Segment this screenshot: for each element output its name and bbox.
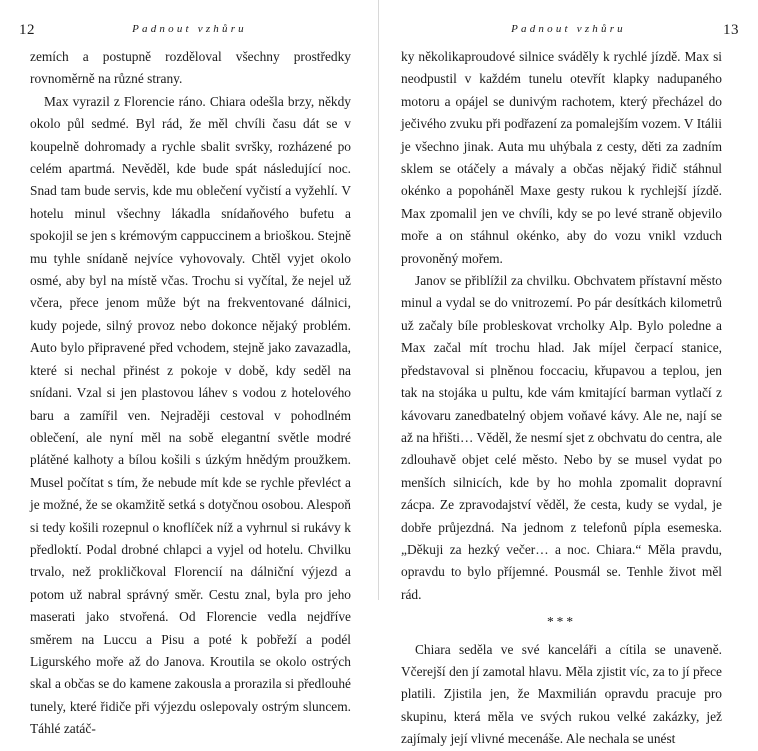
paragraph: Chiara seděla ve své kanceláři a cítila se unaveně. Včerejší den jí zamotal hlavu. Měla zjistit víc, za to jí přece platili. Zjistila jen, že Maxmilián opravdu pracuje pro skupinu, která měla ve svých rukou velké zakázky, jež zajímaly její vlivné mecenáše. Ale nechala se unést xyxy=(401,641,722,747)
paragraph: ky několikaproudové silnice sváděly k rychlé jízdě. Max si neodpustil v každém tunelu otevřít klapky nadupaného motoru a opájel se dunivým rachotem, který přecházel do ječivého zvuku při podřazení za pomalejším vozem. V Itálii je všechno jinak. Auta mu uhýbala z cesty, děti za zadním sklem se otáčely a mávaly a občas nějaký řidič stáhnul okénko a popoháněl Maxe gesty rukou k rychlejší jízdě. Max zpomalil jen ve chvíli, kdy se po levé straně objevilo moře a on stáhnul okénko, aby do vozu vnikl vzduch provoněný mořem. xyxy=(401,49,722,266)
left-page xyxy=(0,0,379,737)
paragraph: zemích a postupně rozděloval všechny prostředky rovnoměrně na různé strany. xyxy=(30,49,351,87)
running-head: Padnout vzhůru xyxy=(132,23,247,35)
running-head: Padnout vzhůru xyxy=(511,23,626,35)
section-separator: *** xyxy=(546,614,577,630)
page-body xyxy=(401,46,722,751)
paragraph: Max vyrazil z Florencie ráno. Chiara odešla brzy, někdy okolo půl sedmé. Byl rád, že měl chvíli času dát se v koupelně dohromady a rychle sbalit svršky, rozházené po celém apartmá. Nevěděl, kde bude spát následující noc. Snad tam bude servis, kde mu oblečení vyčistí a vyžehlí. V hotelu minul všechny lákadla snídaňového bufetu a spokojil se jen s krémovým cappuccinem a brioškou. Stejně mu tyhle snídaně nejvíce vyhovovaly. Chtěl vyjet okolo osmé, aby byl na místě včas. Trochu si vyčítal, že nejel už včera, přece jenom může být na frekventované dálnici, kudy pojede, silný provoz nebo dokonce nějaký problém. Auto bylo připravené před vchodem, stejně jako zavazadla, které si nechal přinést z pokoje v době, kdy seděl na snídani. Vzal si jen plastovou láhev s vodou z hotelového baru a zamířil ven. Nejraději cestoval v pohodlném oblečení, ale nyní měl na sobě elegantní světle modré plátěné kalhoty a bílou košili s úzkým hnědým proužkem. Musel počítat s tím, že nebude mít kde se rychle převléct a je možné, že se okamžitě setká s dotyčnou osobou. Alespoň si tedy košili rozepnul o knoflíček níž a vyhrnul si rukávy k předloktí. Podal drobné chlapci a vyjel od hotelu. Chvilku trvalo, než prokličkoval Florencií na dálniční výjezd a potom už nabral správný směr. Cestu znal, byla pro jeho maserati jako stvořená. Od Florencie vedla nejdříve směrem na Luccu a Pisu a poté k pobřeží a podél Ligurského moře až do Janova. Kroutila se okolo ostrých skal a občas se do kamene zakousla a prorazila si předlouhé tunely, které řidiče při výjezdu oslepovaly ostrým sluncem. Táhlé zatáč- xyxy=(30,93,351,737)
paragraph: Janov se přiblížil za chvilku. Obchvatem přístavní město minul a vydal se do vnitrozemí. Po pár desítkách kilometrů už začaly bíle probleskovat vrcholky Alp. Bylo poledne a Max začal mít trochu hlad. Jak míjel čerpací stanice, představoval si plněnou foccaciu, křupavou a teplou, jen tak na stojáka u pultu, kde vám kmitající barman vytlačí z kávovaru zanedbatelný objem voňavé kávy. Ale ne, nají se až na hřišti… Věděl, že nesmí sjet z obchvatu do centra, ale zdlouhavě objet celé město. Nebo by se musel vydat po menších silnicích, kde by ho mohla zpomalit dopravní zácpa. Ze zpravodajství věděl, že cesta, kudy se vydal, je dobře průjezdná. Na jednom z telefonů pípla esemeska. „Děkuji za hezký večer… a noc. Chiara.“ Měla pravdu, opravdu to bylo příjemné. Pousmál se. Tenhle život měl rád. xyxy=(401,273,722,602)
page-body xyxy=(30,46,351,741)
page-number: 13 xyxy=(723,22,739,38)
right-page xyxy=(379,0,758,747)
page-number: 12 xyxy=(19,22,35,38)
